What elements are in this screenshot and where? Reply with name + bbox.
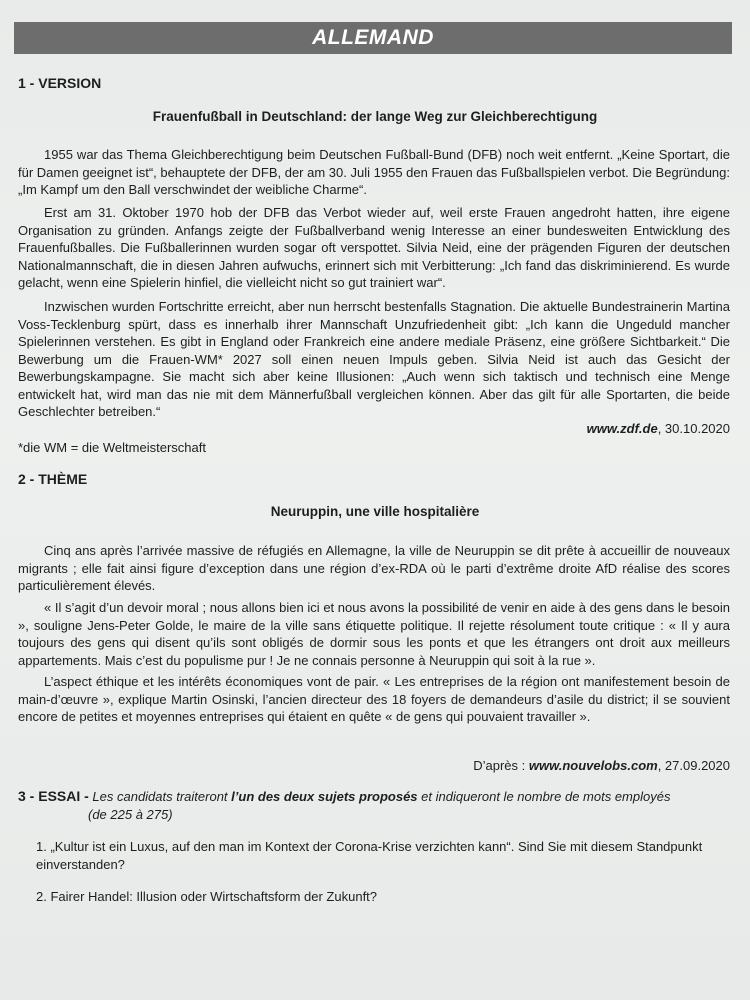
essai-word-range: (de 225 à 275) bbox=[88, 807, 173, 822]
version-paragraph-3: Inzwischen wurden Fortschritte erreicht, aber nun herrscht bestenfalls Stagnation. Die aktuelle Bundestrainerin Martina Voss-Tecklenburg spürt, dass es innerhalb ihrer Mannschaft Unzufriedenheit gibt: „Ich kann die Ungeduld mancher Spielerinnen verstehen. Es gibt in England oder Frankreich eine andere mediale Präsenz, eine größere Sichtbarkeit.“ Die Bewerbung um die Frauen-WM* 2027 soll einen neuen Impuls geben. Silvia Neid ist auch das Gesicht der Bewerbungskampagne. Sie macht sich aber keine Illusionen: „Auch wenn sich taktisch und technisch eine Menge entwickelt hat, wird man das nie mit dem Männerfußball vergleichen können. Aber das gilt für alle Sportarten, die beide Geschlechter betreiben.“ bbox=[18, 299, 730, 419]
essai-instruction-bold: l’un des deux sujets proposés bbox=[231, 789, 418, 804]
version-source-date: , 30.10.2020 bbox=[657, 421, 730, 436]
version-footnote: *die WM = die Weltmeisterschaft bbox=[18, 440, 206, 455]
version-article-title: Frauenfußball in Deutschland: der lange Weg zur Gleichberechtigung bbox=[152, 109, 598, 124]
version-source-site: www.zdf.de bbox=[586, 421, 658, 436]
version-paragraph-1: 1955 war das Thema Gleichberechtigung beim Deutschen Fußball-Bund (DFB) noch weit entfernt. „Keine Sportart, die für Damen geeignet ist“, behauptete der DFB, der am 30. Juli 1955 den Frauen das Fußballspielen verbot. Die Begründung: „Im Kampf um den Ball verschwindet der weibliche Charme“. bbox=[18, 147, 730, 197]
theme-source-prefix: D’après : bbox=[473, 758, 529, 773]
subject-banner bbox=[14, 22, 732, 54]
theme-paragraph-3: L’aspect éthique et les intérêts économiques vont de pair. « Les entreprises de la région ont manifestement besoin de main-d’œuvre », explique Martin Osinski, l’ancien directeur des 18 foyers de demandeurs d’asile du district; il se souvient encore de petites et moyennes entreprises qui étaient en quête « de gens qui pouvaient travailler ». bbox=[18, 674, 730, 724]
theme-source-date: , 27.09.2020 bbox=[657, 758, 730, 773]
theme-source bbox=[473, 758, 730, 773]
version-heading: 1 - VERSION bbox=[18, 75, 102, 91]
essai-heading: 3 - ESSAI - bbox=[18, 788, 89, 804]
essai-subject-1: 1. „Kultur ist ein Luxus, auf den man im Kontext der Corona-Krise verzichten kann“. Sind Sie mit diesem Standpunkt einverstanden? bbox=[36, 839, 703, 872]
theme-heading: 2 - THÈME bbox=[18, 471, 88, 487]
theme-source-site: www.nouvelobs.com bbox=[528, 758, 658, 773]
essai-instruction-pre: Les candidats traiteront bbox=[88, 789, 232, 804]
essai-subject-2: 2. Fairer Handel: Illusion oder Wirtschaftsform der Zukunft? bbox=[36, 889, 378, 904]
theme-article-title: Neuruppin, une ville hospitalière bbox=[270, 504, 480, 519]
theme-paragraph-2: « Il s’agit d’un devoir moral ; nous allons bien ici et nous avons la possibilité de venir en aide à des gens dans le besoin », souligne Jens-Peter Golde, le maire de la ville sans étiquette politique. Il rejette résolument toute critique : « Il y aura toujours des gens qui disent qu’ils sont obligés de dormir sous les ponts et que les étrangers ont droit aux meilleurs appartements. Mais c’est du populisme pur ! Je ne connais personne à Neuruppin qui soit à la rue ». bbox=[18, 600, 730, 668]
essai-instructions bbox=[18, 787, 730, 824]
theme-paragraph-1: Cinq ans après l’arrivée massive de réfugiés en Allemagne, la ville de Neuruppin se dit prête à accueillir de nouveaux migrants ; elle fait ainsi figure d’exception dans une région d’ex-RDA où le parti d’extrême droite AfD réalise des scores particulièrement élevés. bbox=[18, 543, 730, 593]
version-paragraph-2: Erst am 31. Oktober 1970 hob der DFB das Verbot wieder auf, weil erste Frauen angedroht hatten, ihre eigene Organisation zu gründen. Anfangs zeigte der Fußballverband wenig Interesse an einer bundesweiten Entwicklung des Frauenfußballes. Die Fußballerinnen wurden sogar oft verspottet. Silvia Neid, eine der prägenden Figuren der deutschen Nationalmannschaft, die in diesen Jahren aufwuchs, erinnert sich mit Verbitterung: „Ich fand das diskriminierend. Es wurde gelacht, wenn eine Spielerin hinfiel, die vielleicht nicht so gut trainiert war“. bbox=[18, 205, 730, 290]
essai-instruction-post: et indiqueront le nombre de mots employés bbox=[417, 789, 671, 804]
version-source bbox=[587, 421, 730, 436]
banner-title: ALLEMAND bbox=[312, 26, 434, 49]
